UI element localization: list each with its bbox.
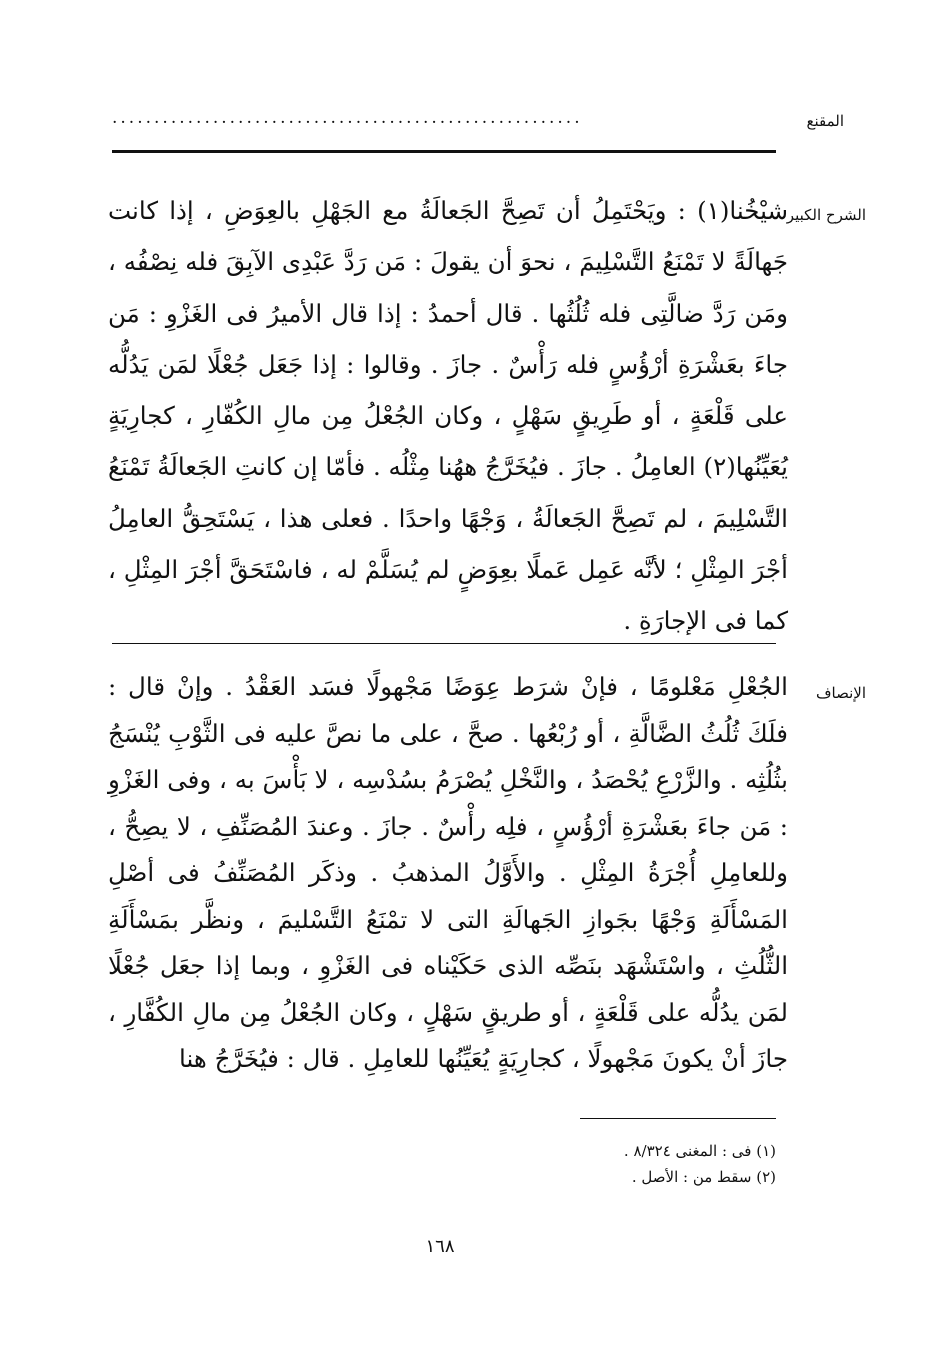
- section-label-insaf: الإنصاف: [815, 684, 866, 702]
- sharh-text: [108, 185, 788, 647]
- sharh-paragraph: شيْخُنا(١) : ويَحْتَمِلُ أن تَصِحَّ الجَعالَةُ مع الجَهْلِ بالعِوَضِ ، إذا كانت جَهالَةً لا تَمْنَعُ التَّسْلِيمَ ، نحوَ أن يقولَ : مَن رَدَّ عَبْدِى الآبِقَ فله نِصْفُه ، ومَن رَدَّ ضالَّتِى فله ثُلُثُها . قال أحمدُ : إذا قال الأميرُ فى الغَزْوِ : مَن جاءَ بعَشْرَةِ أرْؤُسٍ فله رَأْسٌ . جازَ . وقالوا : إذا جَعَل جُعْلًا لمَن يَدُلُّه على قَلْعَةٍ ، أو طَرِيقٍ سَهْلٍ ، وكان الجُعْلُ مِن مالِ الكُفّارِ ، كجارِيَةٍ يُعَيِّنُها(٢) العامِلُ . جازَ . فيُخَرَّجُ ههُنا مِثْلُه . فأمّا إن كانتِ الجَعالَةُ تَمْنَعُ التَّسْلِيمَ ، لم تَصِحَّ الجَعالَةُ ، وَجْهًا واحدًا . فعلى هذا ، يَسْتَحِقُّ العامِلُ أجْرَ المِثْلِ ؛ لأنَّه عَمِل عَملًا بعِوَضٍ لم يُسَلَّمْ له ، فاسْتَحَقَّ أجْرَ المِثْلِ ، كما فى الإجارَةِ .: [108, 196, 788, 636]
- running-title: المقنع: [806, 112, 844, 130]
- section-label-sharh: الشرح الكبير: [786, 206, 866, 224]
- footnotes: [480, 1138, 776, 1190]
- section-divider: [112, 643, 776, 644]
- footnote-rule: [580, 1118, 776, 1119]
- footnote-2: (٢) سقط من : الأصل .: [631, 1168, 776, 1186]
- header-dotted-leader: ........................................................: [112, 108, 583, 128]
- insaf-paragraph: الجُعْلِ مَعْلومًا ، فإنْ شرَط عِوَضًا مَجْهولًا فسَد العَقْدُ . وإنْ قال : فلَكَ ثُلُثُ الضَّالَّةِ ، أو رُبْعُها . صحَّ ، على ما نصَّ عليه فى الثَّوْبِ يُنْسَجُ بثُلُثِه . والزَّرْعِ يُحْصَدُ ، والنَّخْلِ يُصْرَمُ بسُدْسِه ، لا بَأْسَ به ، وفى الغَزْوِ : مَن جاءَ بعَشْرَةِ أرْؤُسٍ ، فلِه رأْسٌ . جازَ . وعندَ المُصَنِّفِ ، لا يصِحُّ ، وللعامِلِ أُجْرَةُ المِثْلِ . والأَوَّلُ المذهبُ . وذكَر المُصَنِّفُ فى أصْلِ المَسْأَلَةِ وَجْهًا بجَوازِ الجَهالَةِ التى لا تمْنَعُ التَّسْليمَ ، ونظَّر بمَسْأَلَةِ الثُّلُثِ ، واسْتَشْهَد بنَصِّه الذى حَكَيْناه فى الغَزْوِ ، وبما إذا جعَل جُعْلًا لمَن يدُلُّه على قَلْعَةٍ ، أو طريقٍ سَهْلٍ ، وكان الجُعْلُ مِن مالِ الكُفَّارِ ، جازَ أنْ يكونَ مَجْهولًا ، كجارِيَةٍ يُعَيِّنُها للعامِلِ . قال : فيُخَرَّجُ هنا: [108, 672, 788, 1073]
- header-rule: [112, 150, 776, 153]
- page-number: ١٦٨: [425, 1236, 455, 1257]
- insaf-text: [108, 664, 788, 1083]
- footnote-1: (١) فى : المغنى ٨/٣٢٤ .: [623, 1142, 776, 1160]
